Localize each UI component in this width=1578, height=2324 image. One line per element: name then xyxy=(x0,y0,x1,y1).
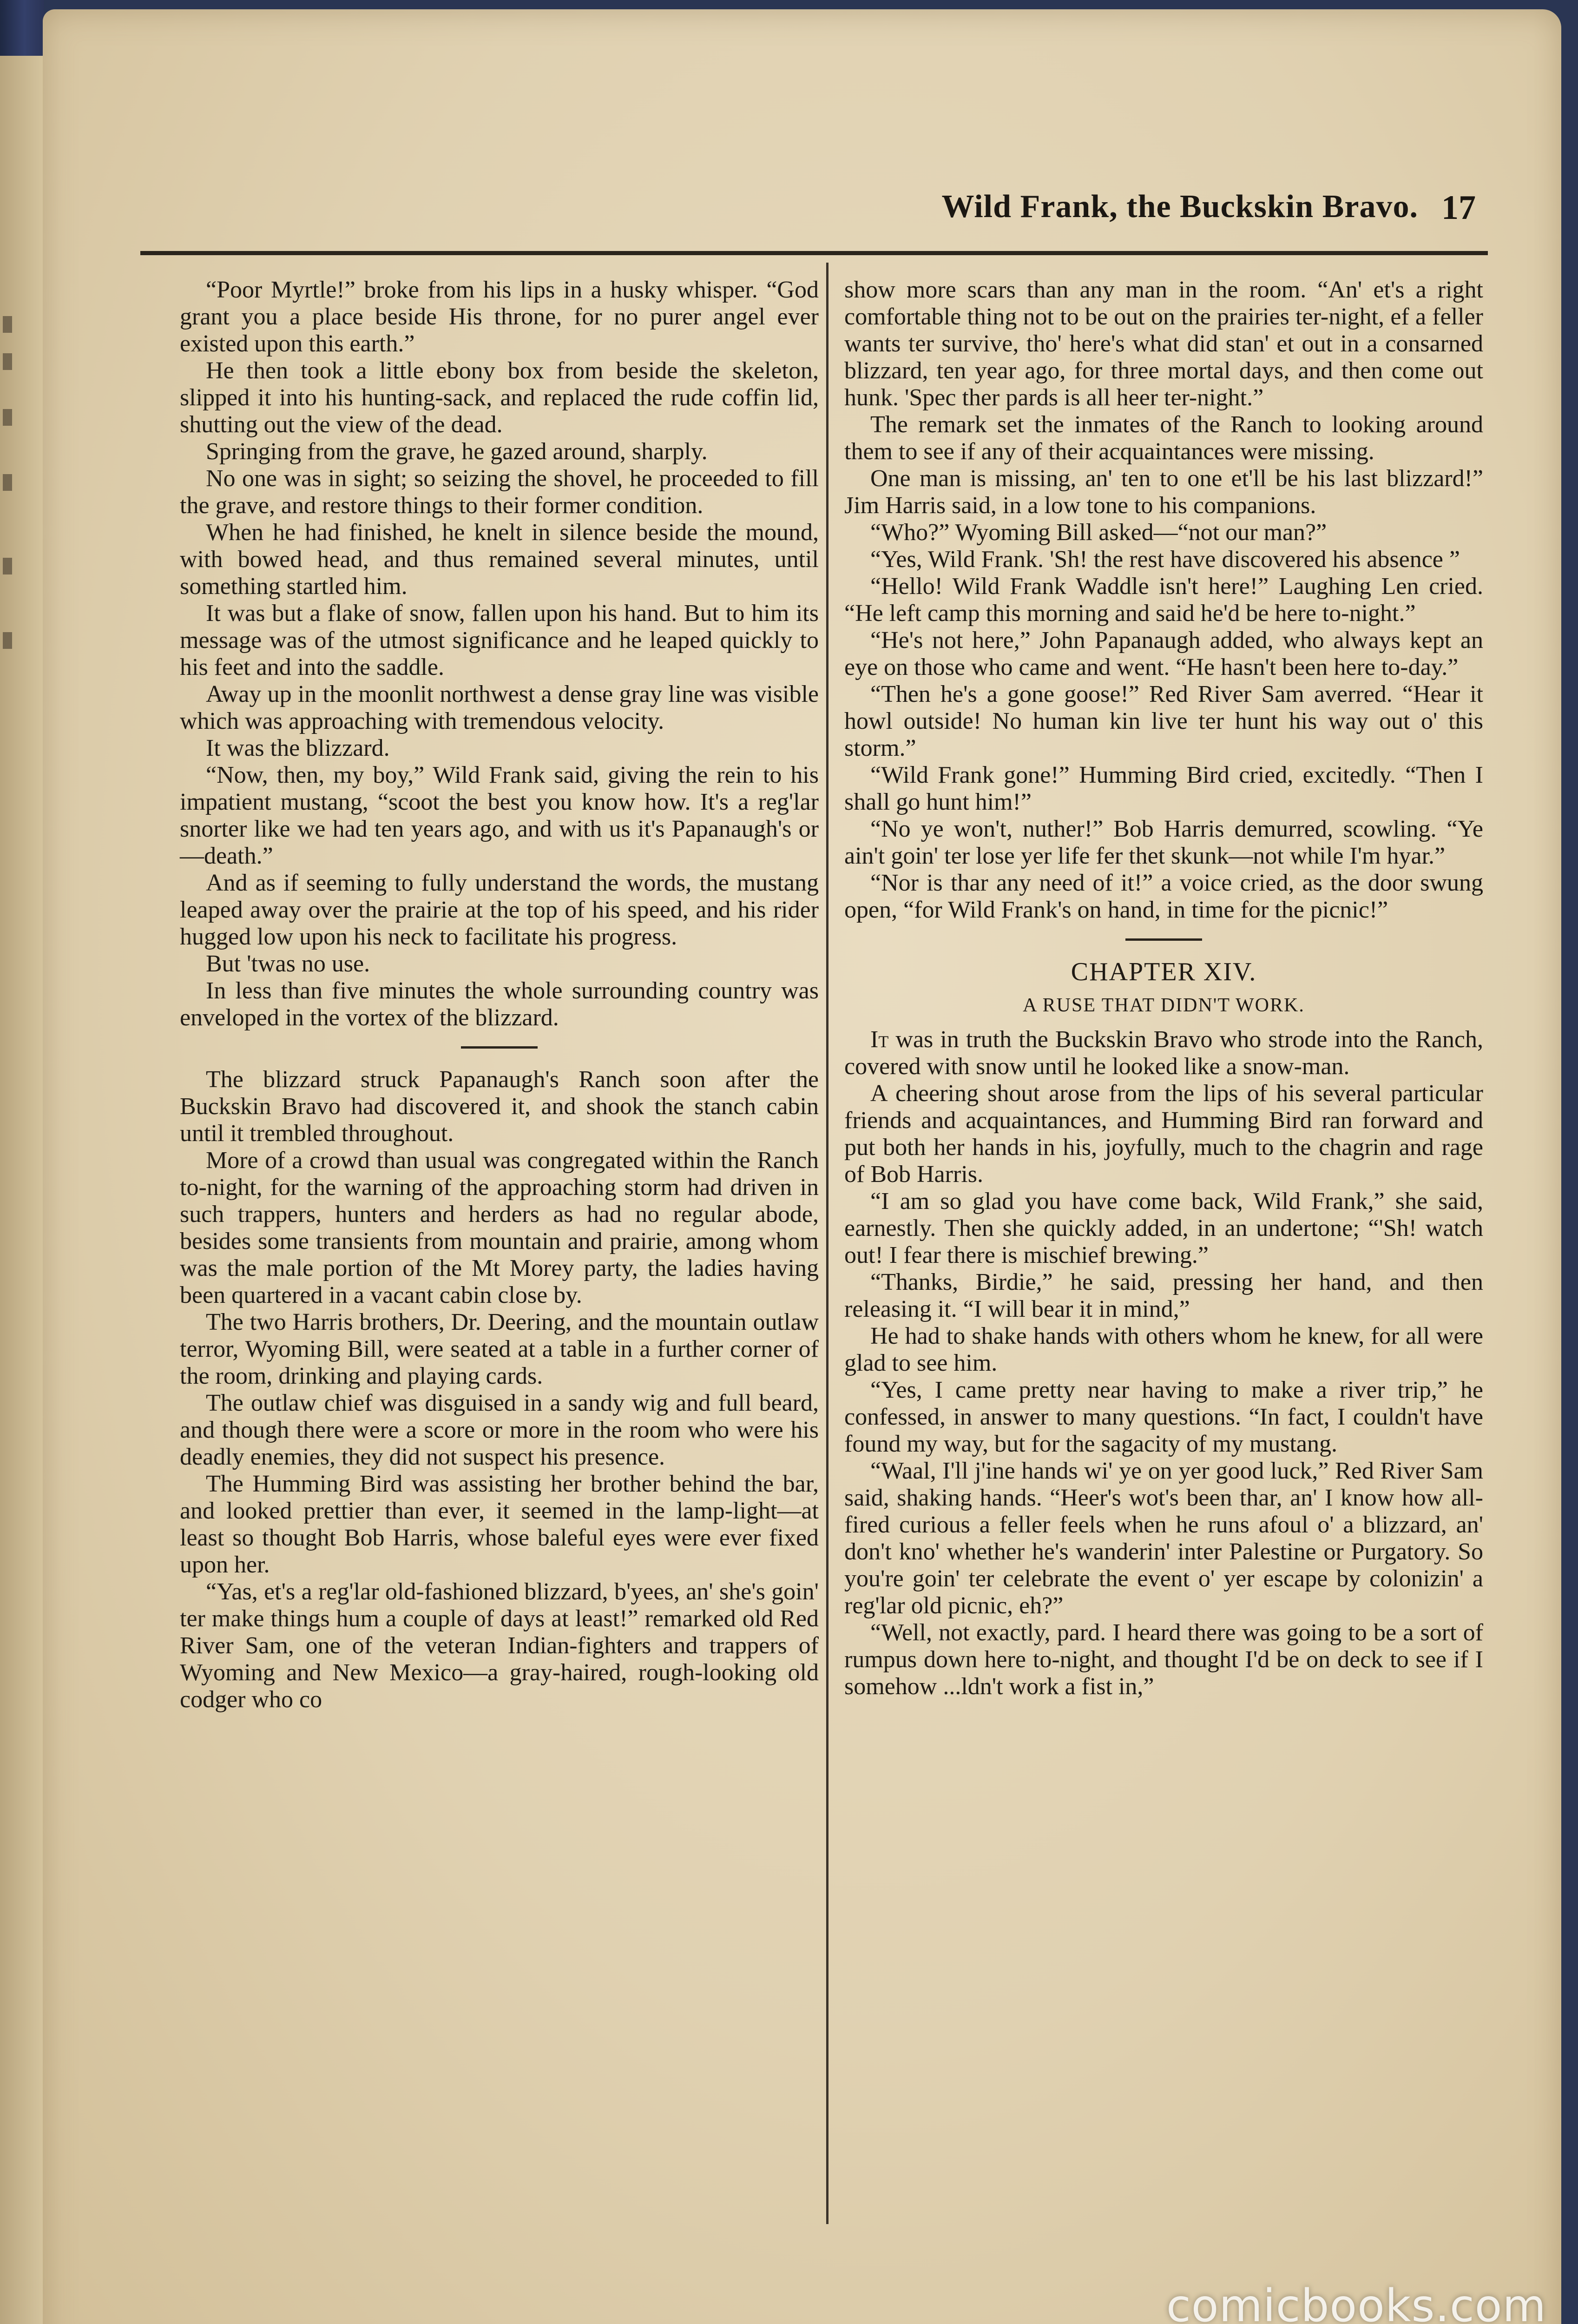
right-column xyxy=(844,277,1483,1700)
paragraph: The remark set the inmates of the Ranch to looking around them to see if any of their acquaintances were missing. xyxy=(844,411,1483,465)
chapter-opening-paragraph xyxy=(844,1026,1483,1080)
paragraph: “Waal, I'll j'ine hands wi' ye on yer good luck,” Red River Sam said, shaking hands. “Heer's wot's been thar, an' I know how all-fired curious a feller feels when he runs afoul o' a blizzard, an' don't kno' whether he's wanderin' inter Palestine or Purgatory. So you're goin' ter celebrate the event o' yer escape by colonizin' a reg'lar old picnic, eh?” xyxy=(844,1458,1483,1619)
paragraph: But 'twas no use. xyxy=(206,951,370,977)
text-fragment xyxy=(3,474,12,491)
paragraph: “Well, not exactly, pard. I heard there was going to be a sort of rumpus down here to-night, and thought I'd be on deck to see if I somehow ...ldn't work a fist in,” xyxy=(844,1619,1483,1700)
paragraph: “Yes, Wild Frank. 'Sh! the rest have discovered his absence ” xyxy=(870,546,1460,573)
text-fragment xyxy=(3,409,12,426)
paragraph: He then took a little ebony box from beside the skeleton, slipped it into his hunting-sack, and replaced the rude coffin lid, shutting out the view of the dead. xyxy=(180,357,819,438)
paragraph: The two Harris brothers, Dr. Deering, and the mountain outlaw terror, Wyoming Bill, were seated at a table in a further corner of the room, drinking and playing cards. xyxy=(180,1309,819,1389)
paragraph: show more scars than any man in the room. “An' et's a right comfortable thing not to be out on the prairies ter-night, ef a feller wants ter survive, tho' here's what did stan' et out in a consarned blizzard, ten year ago, for three mortal days, and then come out hunk. 'Spec ther pards is all heer ter-night.” xyxy=(844,277,1483,411)
paragraph: “Yes, I came pretty near having to make a river trip,” he confessed, in answer to many questions. “In fact, I couldn't have found my way, but for the sagacity of my mustang. xyxy=(844,1377,1483,1457)
paragraph: “Now, then, my boy,” Wild Frank said, giving the rein to his impatient mustang, “scoot the best you know how. It's a reg'lar snorter like we had ten years ago, and with us it's Papanaugh's or—death.” xyxy=(180,762,819,869)
paragraph: “Nor is thar any need of it!” a voice cried, as the door swung open, “for Wild Frank's on hand, in time for the picnic!” xyxy=(844,870,1483,923)
paragraph: “Wild Frank gone!” Humming Bird cried, excitedly. “Then I shall go hunt him!” xyxy=(844,762,1483,815)
paragraph: “Who?” Wyoming Bill asked—“not our man?” xyxy=(870,519,1327,546)
header-rule xyxy=(140,251,1488,255)
page-number: 17 xyxy=(1441,189,1476,227)
paragraph: It was but a flake of snow, fallen upon his hand. But to him its message was of the utmost significance and he leaped quickly to his feet and into the saddle. xyxy=(180,600,819,680)
paragraph: More of a crowd than usual was congregated within the Ranch to-night, for the warning of the approaching storm had driven in such trappers, hunters and herders as had no regular abode, besides some transients from mountain and prairie, among whom was the male portion of the Mt Morey party, the ladies having been quartered in a vacant cabin close by. xyxy=(180,1147,819,1308)
paragraph: “No ye won't, nuther!” Bob Harris demurred, scowling. “Ye ain't goin' ter lose yer life fer thet skunk—not while I'm hyar.” xyxy=(844,816,1483,869)
paragraph: He had to shake hands with others whom he knew, for all were glad to see him. xyxy=(844,1323,1483,1376)
paragraph: No one was in sight; so seizing the shovel, he proceeded to fill the grave, and restore things to their former condition. xyxy=(180,465,819,519)
paragraph: “Then he's a gone goose!” Red River Sam averred. “Hear it howl outside! No human kin live ter hunt his way out o' this storm.” xyxy=(844,681,1483,761)
section-separator xyxy=(1125,938,1202,941)
paragraph: “I am so glad you have come back, Wild Frank,” she said, earnestly. Then she quickly added, in an undertone; “'Sh! watch out! I fear there is mischief brewing.” xyxy=(844,1188,1483,1268)
paragraph: “Thanks, Birdie,” he said, pressing her hand, and then releasing it. “I will bear it in mind,” xyxy=(844,1269,1483,1322)
paragraph: “He's not here,” John Papanaugh added, who always kept an eye on those who came and went. “He hasn't been here to-day.” xyxy=(844,627,1483,680)
paragraph: One man is missing, an' ten to one et'll be his last blizzard!” Jim Harris said, in a low tone to his companions. xyxy=(844,465,1483,519)
left-column xyxy=(180,277,819,1713)
opening-text: was in truth the Buckskin Bravo who strode into the Ranch, covered with snow until he looked like a snow-man. xyxy=(844,1026,1483,1080)
paragraph: The outlaw chief was disguised in a sandy wig and full beard, and though there were a score or more in the room who were his deadly enemies, they did not suspect his presence. xyxy=(180,1390,819,1470)
paragraph: And as if seeming to fully understand the words, the mustang leaped away over the prairie at the top of his speed, and his rider hugged low upon his neck to facilitate his progress. xyxy=(180,870,819,950)
running-title: Wild Frank, the Buckskin Bravo. xyxy=(941,189,1418,224)
chapter-title: CHAPTER XIV. xyxy=(1071,957,1257,986)
paragraph: Springing from the grave, he gazed around, sharply. xyxy=(206,438,708,465)
chapter-subtitle: A RUSE THAT DIDN'T WORK. xyxy=(1023,995,1305,1016)
text-fragment xyxy=(3,632,12,649)
paragraph: “Poor Myrtle!” broke from his lips in a husky whisper. “God grant you a place beside His throne, for no purer angel ever existed upon this earth.” xyxy=(180,277,819,357)
paragraph: A cheering shout arose from the lips of his several particular friends and acquaintances, and Humming Bird ran forward and put both her hands in his, joyfully, much to the chagrin and rage of Bob Harris. xyxy=(844,1080,1483,1188)
paragraph: It was the blizzard. xyxy=(206,735,390,761)
paragraph: The blizzard struck Papanaugh's Ranch soon after the Buckskin Bravo had discovered it, and shook the stanch cabin until it trembled throughout. xyxy=(180,1066,819,1147)
magazine-page xyxy=(43,9,1561,2324)
text-fragment xyxy=(3,353,12,370)
paragraph: The Humming Bird was assisting her brother behind the bar, and looked prettier than ever, it seemed in the lamp-light—at least so thought Bob Harris, whose baleful eyes were ever fixed upon her. xyxy=(180,1471,819,1578)
paragraph: Away up in the moonlit northwest a dense gray line was visible which was approaching with tremendous velocity. xyxy=(180,681,819,734)
text-fragment xyxy=(3,316,12,333)
site-watermark: comicbooks.com xyxy=(1166,2280,1547,2324)
section-separator xyxy=(461,1046,538,1049)
paragraph: “Yas, et's a reg'lar old-fashioned blizzard, b'yees, an' she's goin' ter make things hum a couple of days at least!” remarked old Red River Sam, one of the veteran Indian-fighters and trappers of Wyoming and New Mexico—a gray-haired, rough-looking old codger who co xyxy=(180,1578,819,1713)
paragraph: “Hello! Wild Frank Waddle isn't here!” Laughing Len cried. “He left camp this morning and said he'd be here to-night.” xyxy=(844,573,1483,627)
paragraph: When he had finished, he knelt in silence beside the mound, with bowed head, and thus remained several minutes, until something startled him. xyxy=(180,519,819,600)
column-rule xyxy=(826,263,828,2224)
first-word: It xyxy=(870,1026,889,1053)
paragraph: In less than five minutes the whole surrounding country was enveloped in the vortex of the blizzard. xyxy=(180,977,819,1031)
text-fragment xyxy=(3,558,12,574)
